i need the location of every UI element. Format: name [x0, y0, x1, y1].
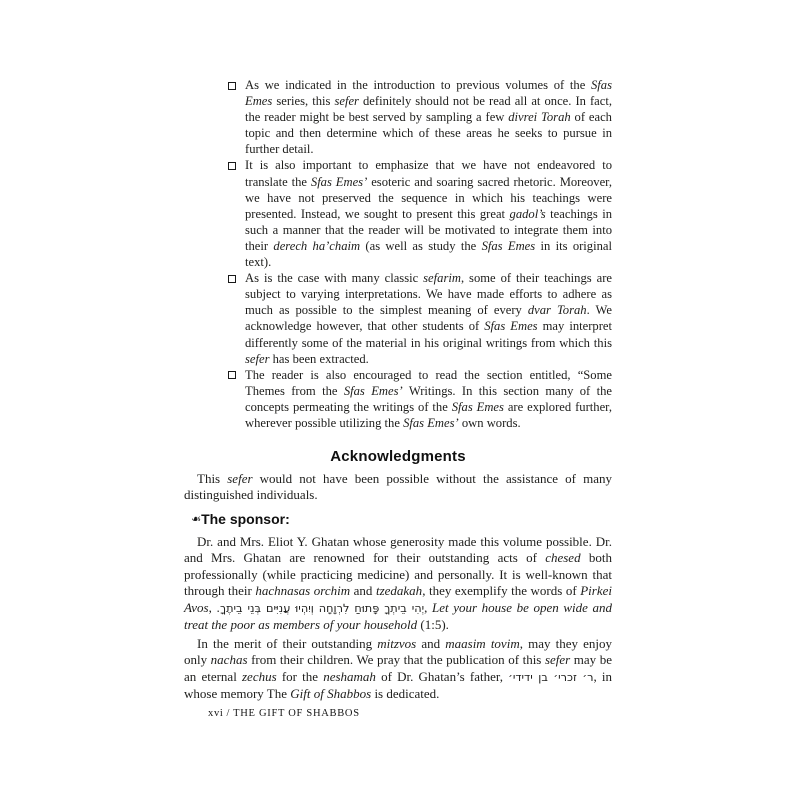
footer-separator: /: [226, 708, 231, 719]
bullet-text-2: It is also important to emphasize that we have not endeavored to translate the Sfas Emes’ esoteric and soaring sacred rhetoric. Moreover, we have not preserved the sequence in which his teachings were presented. Instead, we sought to present this great gadol’s teachings in such a manner that the reader will be motivated to integrate them into their derech ha’chaim (as well as study the Sfas Emes in its original text).: [245, 158, 613, 270]
acknowledgments-heading: Acknowledgments: [330, 448, 466, 465]
sponsor-paragraph-1: Dr. and Mrs. Eliot Y. Ghatan whose generosity made this volume possible. Dr. and Mrs. Ghatan are renowned for their outstanding acts of chesed both professionally (while practicing medicine) and personally. It is well-known that through their hachnasas orchim and tzedakah, they exemplify the words of Pirkei Avos, יְהִי בֵיתְךָ פָּתוּחַ לִרְוָחָה וְיִהְיוּ עֲנִיִּים בְּנֵי בֵיתֶךָ., Let your house be open wide and treat the poor as members of your household (1:5).: [184, 534, 612, 633]
acknowledgments-intro-paragraph: This sefer would not have been possible without the assistance of many distinguished individuals.: [184, 471, 612, 503]
bullet-text-4: The reader is also encouraged to read the section entitled, “Some Themes from the Sfas Emes’ Writings. In this section many of the concepts permeating the writings of the Sfas Emes are explored further, wherever possible utilizing the Sfas Emes’ own words.: [245, 367, 613, 430]
bullet-item-3: [226, 270, 612, 367]
bullet-item-1: [226, 77, 612, 157]
intro-bullet-list: [226, 77, 612, 431]
page-number: xvi: [208, 708, 224, 719]
leaf-ornament-icon: ❧: [191, 512, 202, 526]
bullet-text-1: As we indicated in the introduction to previous volumes of the Sfas Emes series, this sefer definitely should not be read all at once. In fact, the reader might be best served by sampling a few divrei Torah of each topic and then determine which of these areas he seeks to pursue in further detail.: [245, 78, 613, 157]
bullet-text-3: As is the case with many classic sefarim, some of their teachings are subject to varying interpretations. We have made efforts to adhere as much as possible to the simplest meaning of every dvar Torah. We acknowledge however, that other students of Sfas Emes may interpret differently some of the material in his original writings from which this sefer has been extracted.: [245, 271, 613, 366]
bullet-item-4: [226, 367, 612, 431]
square-bullet-icon: [228, 162, 236, 170]
footer-book-title: THE GIFT OF SHABBOS: [233, 708, 360, 719]
bullet-item-2: [226, 157, 612, 270]
sponsor-heading-label: The sponsor:: [201, 511, 290, 527]
sponsor-section-heading: [184, 511, 290, 527]
square-bullet-icon: [228, 371, 236, 379]
square-bullet-icon: [228, 275, 236, 283]
page-footer: [208, 708, 360, 719]
square-bullet-icon: [228, 82, 236, 90]
sponsor-paragraph-2: In the merit of their outstanding mitzvos and maasim tovim, may they enjoy only nachas from their children. We pray that the publication of this sefer may be an eternal zechus for the neshamah of Dr. Ghatan’s father, ר׳ זכרי׳ בן ידידי׳, in whose memory The Gift of Shabbos is dedicated.: [184, 636, 612, 702]
